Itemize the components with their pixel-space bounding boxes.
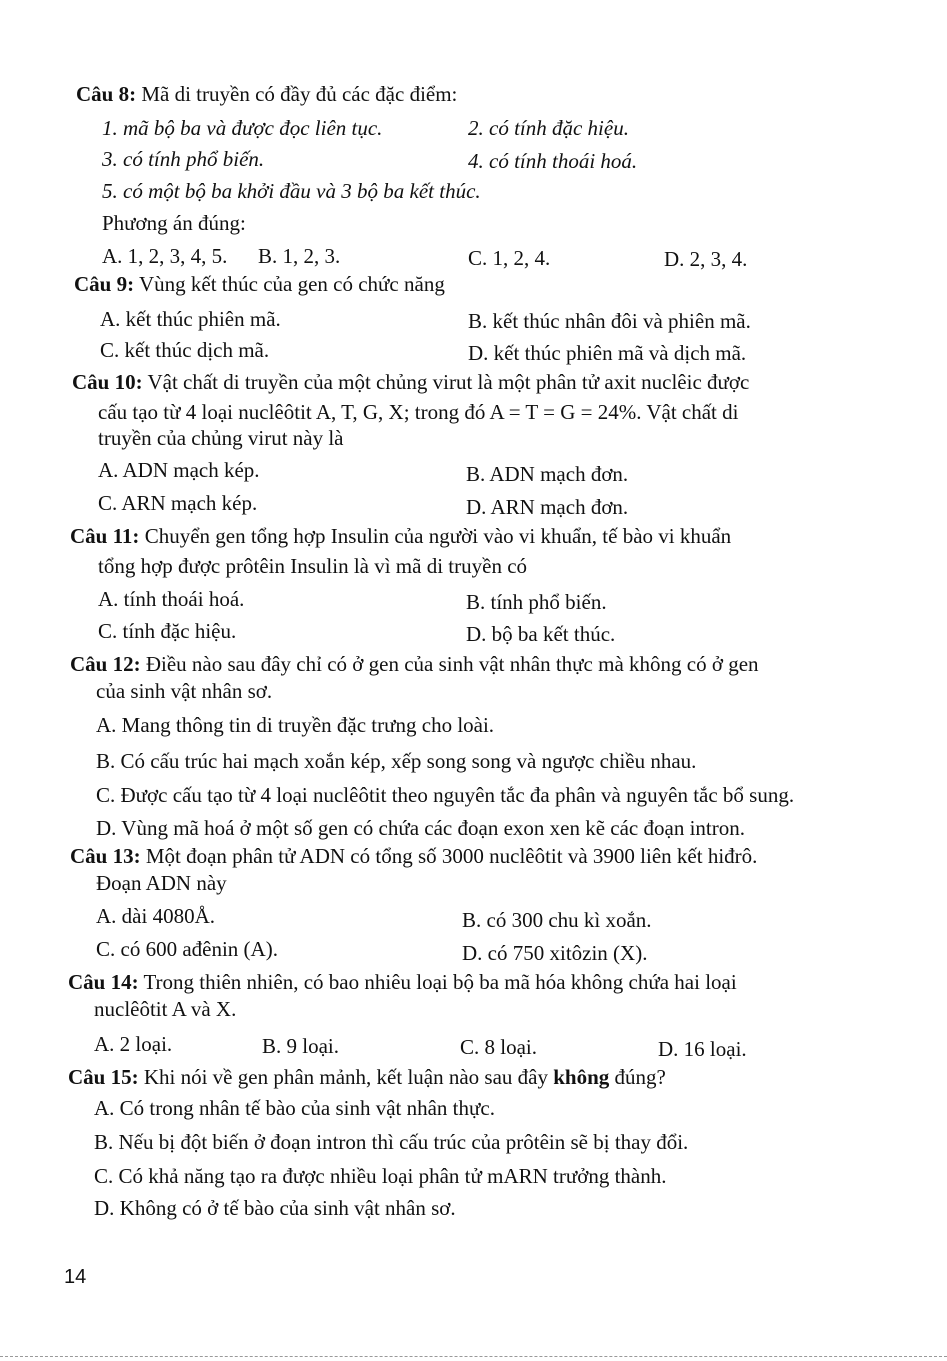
- question-13-stem: [70, 842, 757, 870]
- question-11-label: Câu 11:: [70, 524, 140, 548]
- question-15-label: Câu 15:: [68, 1065, 139, 1089]
- question-14-text: Trong thiên nhiên, có bao nhiêu loại bộ ba mã hóa không chứa hai loại: [138, 970, 737, 994]
- q8-statement-5: 5. có một bộ ba khởi đầu và 3 bộ ba kết thúc.: [102, 179, 481, 203]
- q12-option-c: C. Được cấu tạo từ 4 loại nuclêôtit theo nguyên tắc đa phân và nguyên tắc bổ sung.: [96, 783, 795, 807]
- q11-option-d: D. bộ ba kết thúc.: [466, 622, 616, 646]
- q14-option-b: B. 9 loại.: [262, 1034, 339, 1058]
- q8-statement-4: 4. có tính thoái hoá.: [468, 149, 638, 173]
- question-11-stem: [70, 522, 731, 550]
- q14-text-line-2: nuclêôtit A và X.: [94, 997, 237, 1021]
- q10-option-a: A. ADN mạch kép.: [98, 458, 260, 482]
- q9-option-d: D. kết thúc phiên mã và dịch mã.: [468, 341, 747, 365]
- q13-option-b: B. có 300 chu kì xoắn.: [462, 908, 652, 932]
- question-12-stem: [70, 650, 759, 678]
- q15-option-b: B. Nếu bị đột biến ở đoạn intron thì cấu trúc của prôtêin sẽ bị thay đổi.: [94, 1130, 689, 1154]
- question-8-label: Câu 8:: [76, 82, 137, 106]
- question-10-label: Câu 10:: [72, 370, 143, 394]
- question-11-text: Chuyển gen tổng hợp Insulin của người vào vi khuẩn, tế bào vi khuẩn: [139, 524, 732, 548]
- q11-text-line-2: tổng hợp được prôtêin Insulin là vì mã di truyền có: [98, 554, 528, 578]
- page-bottom-border: [0, 1356, 947, 1357]
- q8-option-b: B. 1, 2, 3.: [258, 244, 341, 268]
- q8-option-a: A. 1, 2, 3, 4, 5.: [102, 244, 228, 268]
- question-8-stem: [76, 80, 457, 108]
- page-number: 14: [64, 1266, 87, 1288]
- question-14-label: Câu 14:: [68, 970, 139, 994]
- q11-option-a: A. tính thoái hoá.: [98, 587, 245, 611]
- q12-text-line-2: của sinh vật nhân sơ.: [96, 679, 273, 703]
- q8-prompt: Phương án đúng:: [102, 211, 246, 235]
- q15-option-d: D. Không có ở tế bào của sinh vật nhân sơ.: [94, 1196, 456, 1220]
- q12-option-a: A. Mang thông tin di truyền đặc trưng cho loài.: [96, 713, 495, 737]
- q10-text-line-3: truyền của chủng virut này là: [98, 426, 344, 450]
- question-9-text: Vùng kết thúc của gen có chức năng: [134, 272, 445, 296]
- q12-option-b: B. Có cấu trúc hai mạch xoắn kép, xếp song song và ngược chiều nhau.: [96, 749, 697, 773]
- q10-option-d: D. ARN mạch đơn.: [466, 495, 629, 519]
- q11-option-c: C. tính đặc hiệu.: [98, 619, 237, 643]
- q14-option-c: C. 8 loại.: [460, 1035, 537, 1059]
- q8-option-c: C. 1, 2, 4.: [468, 246, 551, 270]
- q10-option-c: C. ARN mạch kép.: [98, 491, 258, 515]
- q15-option-c: C. Có khả năng tạo ra được nhiều loại phân tử mARN trưởng thành.: [94, 1164, 667, 1188]
- q10-text-line-2: cấu tạo từ 4 loại nuclêôtit A, T, G, X; trong đó A = T = G = 24%. Vật chất di: [98, 400, 739, 424]
- question-15-emphasis: không: [553, 1065, 610, 1089]
- question-13-label: Câu 13:: [70, 844, 141, 868]
- q14-option-d: D. 16 loại.: [658, 1037, 747, 1061]
- q15-option-a: A. Có trong nhân tế bào của sinh vật nhân thực.: [94, 1096, 495, 1120]
- q9-option-c: C. kết thúc dịch mã.: [100, 338, 270, 362]
- question-9-label: Câu 9:: [74, 272, 135, 296]
- q14-option-a: A. 2 loại.: [94, 1032, 173, 1056]
- question-15-stem: [68, 1063, 666, 1091]
- q9-option-a: A. kết thúc phiên mã.: [100, 307, 281, 331]
- question-10-stem: [72, 368, 749, 396]
- q13-option-c: C. có 600 ađênin (A).: [96, 937, 278, 961]
- question-8-text: Mã di truyền có đầy đủ các đặc điểm:: [136, 82, 458, 106]
- question-15-text: Khi nói về gen phân mảnh, kết luận nào sau đây: [138, 1065, 554, 1089]
- q9-option-b: B. kết thúc nhân đôi và phiên mã.: [468, 309, 751, 333]
- q13-option-d: D. có 750 xitôzin (X).: [462, 941, 648, 965]
- q10-option-b: B. ADN mạch đơn.: [466, 462, 629, 486]
- q13-option-a: A. dài 4080Å.: [96, 904, 215, 928]
- question-12-label: Câu 12:: [70, 652, 141, 676]
- q8-option-d: D. 2, 3, 4.: [664, 247, 748, 271]
- q12-option-d: D. Vùng mã hoá ở một số gen có chứa các đoạn exon xen kẽ các đoạn intron.: [96, 816, 745, 840]
- question-13-text: Một đoạn phân tử ADN có tổng số 3000 nuclêôtit và 3900 liên kết hiđrô.: [140, 844, 758, 868]
- q11-option-b: B. tính phổ biến.: [466, 590, 607, 614]
- q8-statement-1: 1. mã bộ ba và được đọc liên tục.: [102, 116, 383, 140]
- question-9-stem: [74, 270, 445, 298]
- question-15-text-end: đúng?: [609, 1065, 666, 1089]
- q8-statement-3: 3. có tính phổ biến.: [102, 147, 265, 171]
- question-14-stem: [68, 968, 737, 996]
- q13-text-line-2: Đoạn ADN này: [96, 871, 227, 895]
- question-12-text: Điều nào sau đây chỉ có ở gen của sinh vật nhân thực mà không có ở gen: [140, 652, 759, 676]
- question-10-text: Vật chất di truyền của một chủng virut là một phân tử axit nuclêic được: [142, 370, 750, 394]
- q8-statement-2: 2. có tính đặc hiệu.: [468, 116, 629, 140]
